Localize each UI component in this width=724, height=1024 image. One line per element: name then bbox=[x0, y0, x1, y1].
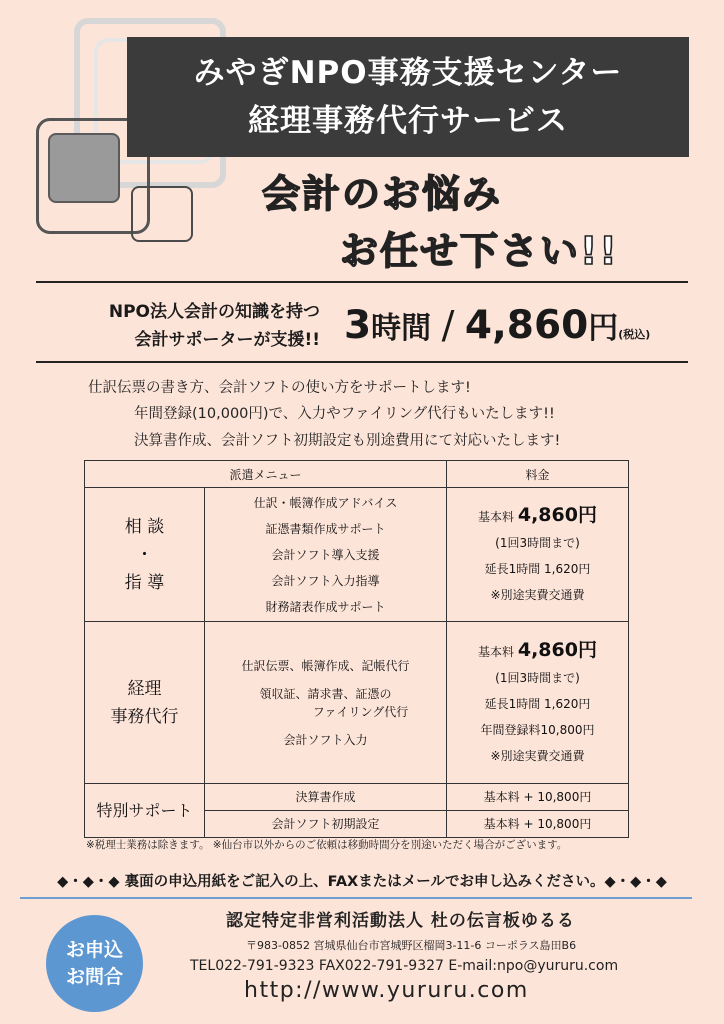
fee-accounting bbox=[447, 622, 629, 784]
price-headline bbox=[344, 303, 650, 348]
fee-special-1: 基本料 + 10,800円 bbox=[447, 784, 629, 811]
table-row-consult bbox=[85, 488, 629, 622]
title-banner bbox=[127, 37, 689, 157]
fee-base bbox=[447, 637, 628, 665]
price-slash: / bbox=[441, 303, 455, 347]
category-special: 特別サポート bbox=[85, 784, 205, 838]
fee-base-label: 基本料 bbox=[478, 644, 515, 659]
fee-base-value: 4,860円 bbox=[517, 503, 597, 526]
divider-top bbox=[36, 281, 688, 283]
fee-line: 延長1時間 1,620円 bbox=[484, 696, 591, 711]
tax-note: (税込) bbox=[618, 328, 651, 341]
menu-item: ファイリング代行 bbox=[312, 704, 409, 719]
lead-line-2: 会計サポーターが支援!! bbox=[134, 330, 320, 350]
fee-line: (1回3時間まで) bbox=[495, 670, 580, 685]
menu-accounting bbox=[205, 622, 447, 784]
website-link[interactable]: http://www.yururu.com bbox=[244, 978, 529, 1003]
table-header-row bbox=[85, 461, 629, 488]
intro-line-1: 仕訳伝票の書き方、会計ソフトの使い方をサポートします! bbox=[88, 380, 471, 396]
menu-item: 会計ソフト入力指導 bbox=[271, 573, 380, 588]
category-consult-line-2: ・ bbox=[136, 544, 153, 565]
header-fee: 料金 bbox=[447, 461, 629, 488]
menu-item: 会計ソフト導入支援 bbox=[271, 547, 380, 562]
divider-middle bbox=[36, 361, 688, 363]
table-note: ※税理士業務は除きます。 ※仙台市以外からのご依頼は移動時間分を別途いただく場合がございます。 bbox=[86, 839, 568, 851]
price-unit: 円 bbox=[588, 311, 619, 346]
title-line-2: 経理事務代行サービス bbox=[248, 103, 568, 139]
intro-line-2: 年間登録(10,000円)で、入力やファイリング代行もいたします!! bbox=[134, 406, 555, 422]
divider-bottom bbox=[20, 897, 692, 899]
category-accounting-line-2: 事務代行 bbox=[110, 706, 179, 727]
fee-table bbox=[84, 460, 629, 838]
contact-badge bbox=[46, 915, 143, 1012]
fee-line: ※別途実費交通費 bbox=[490, 748, 585, 763]
fee-base-label: 基本料 bbox=[478, 509, 515, 524]
menu-item: 仕訳伝票、帳簿作成、記帳代行 bbox=[241, 658, 410, 673]
fee-line: 年間登録料10,800円 bbox=[480, 722, 595, 737]
fee-line: 延長1時間 1,620円 bbox=[484, 561, 591, 576]
fee-special-2: 基本料 + 10,800円 bbox=[447, 811, 629, 838]
menu-special-1: 決算書作成 bbox=[205, 784, 447, 811]
contact-badge-line-2: お問合 bbox=[65, 965, 123, 988]
category-accounting-line-1: 経理 bbox=[127, 678, 162, 699]
contact-badge-line-1: お申込 bbox=[65, 938, 123, 961]
menu-consult bbox=[205, 488, 447, 622]
organization-name: 認定特定非営利活動法人 杜の伝言板ゆるる bbox=[226, 911, 575, 931]
fee-line: ※別途実費交通費 bbox=[490, 587, 585, 602]
fee-base-value: 4,860円 bbox=[517, 638, 597, 661]
decorative-square-small bbox=[131, 186, 193, 242]
menu-item: 会計ソフト入力 bbox=[283, 732, 368, 747]
catch-copy-line-1: 会計のお悩み bbox=[262, 172, 503, 216]
category-consult-line-1: 相 談 bbox=[124, 516, 165, 537]
fee-consult bbox=[447, 488, 629, 622]
menu-item: 仕訳・帳簿作成アドバイス bbox=[253, 495, 398, 510]
intro-line-3: 決算書作成、会計ソフト初期設定も別途費用にて対応いたします! bbox=[134, 433, 561, 449]
lead-line-1: NPO法人会計の知識を持つ bbox=[108, 302, 320, 322]
contact-tel-fax-email[interactable]: TEL022-791-9323 FAX022-791-9327 E-mail:npo@yururu.com bbox=[190, 958, 619, 974]
hours-unit: 時間 bbox=[371, 311, 432, 346]
category-consult bbox=[85, 488, 205, 622]
menu-special-2: 会計ソフト初期設定 bbox=[205, 811, 447, 838]
header-menu: 派遣メニュー bbox=[85, 461, 447, 488]
category-accounting bbox=[85, 622, 205, 784]
organization-address: 〒983-0852 宮城県仙台市宮城野区榴岡3-11-6 コーポラス島田B6 bbox=[246, 939, 577, 952]
fee-line: (1回3時間まで) bbox=[495, 535, 580, 550]
decorative-square-filled bbox=[48, 133, 120, 203]
menu-item: 財務諸表作成サポート bbox=[265, 599, 386, 614]
menu-item: 領収証、請求書、証憑の bbox=[259, 686, 392, 701]
catch-copy-line-2: お任せ下さい!! bbox=[340, 229, 619, 273]
application-instructions: ◆・◆・◆ 裏面の申込用紙をご記入の上、FAXまたはメールでお申し込みください。◆・◆・◆ bbox=[57, 874, 667, 890]
table-row-special-1 bbox=[85, 784, 629, 811]
hours-value: 3 bbox=[344, 303, 372, 348]
title-line-1: みやぎNPO事務支援センター bbox=[193, 55, 623, 91]
category-consult-line-3: 指 導 bbox=[124, 572, 165, 593]
table-row-accounting bbox=[85, 622, 629, 784]
price-value: 4,860 bbox=[464, 303, 589, 348]
menu-item: 証憑書類作成サポート bbox=[265, 521, 386, 536]
fee-base bbox=[447, 502, 628, 530]
